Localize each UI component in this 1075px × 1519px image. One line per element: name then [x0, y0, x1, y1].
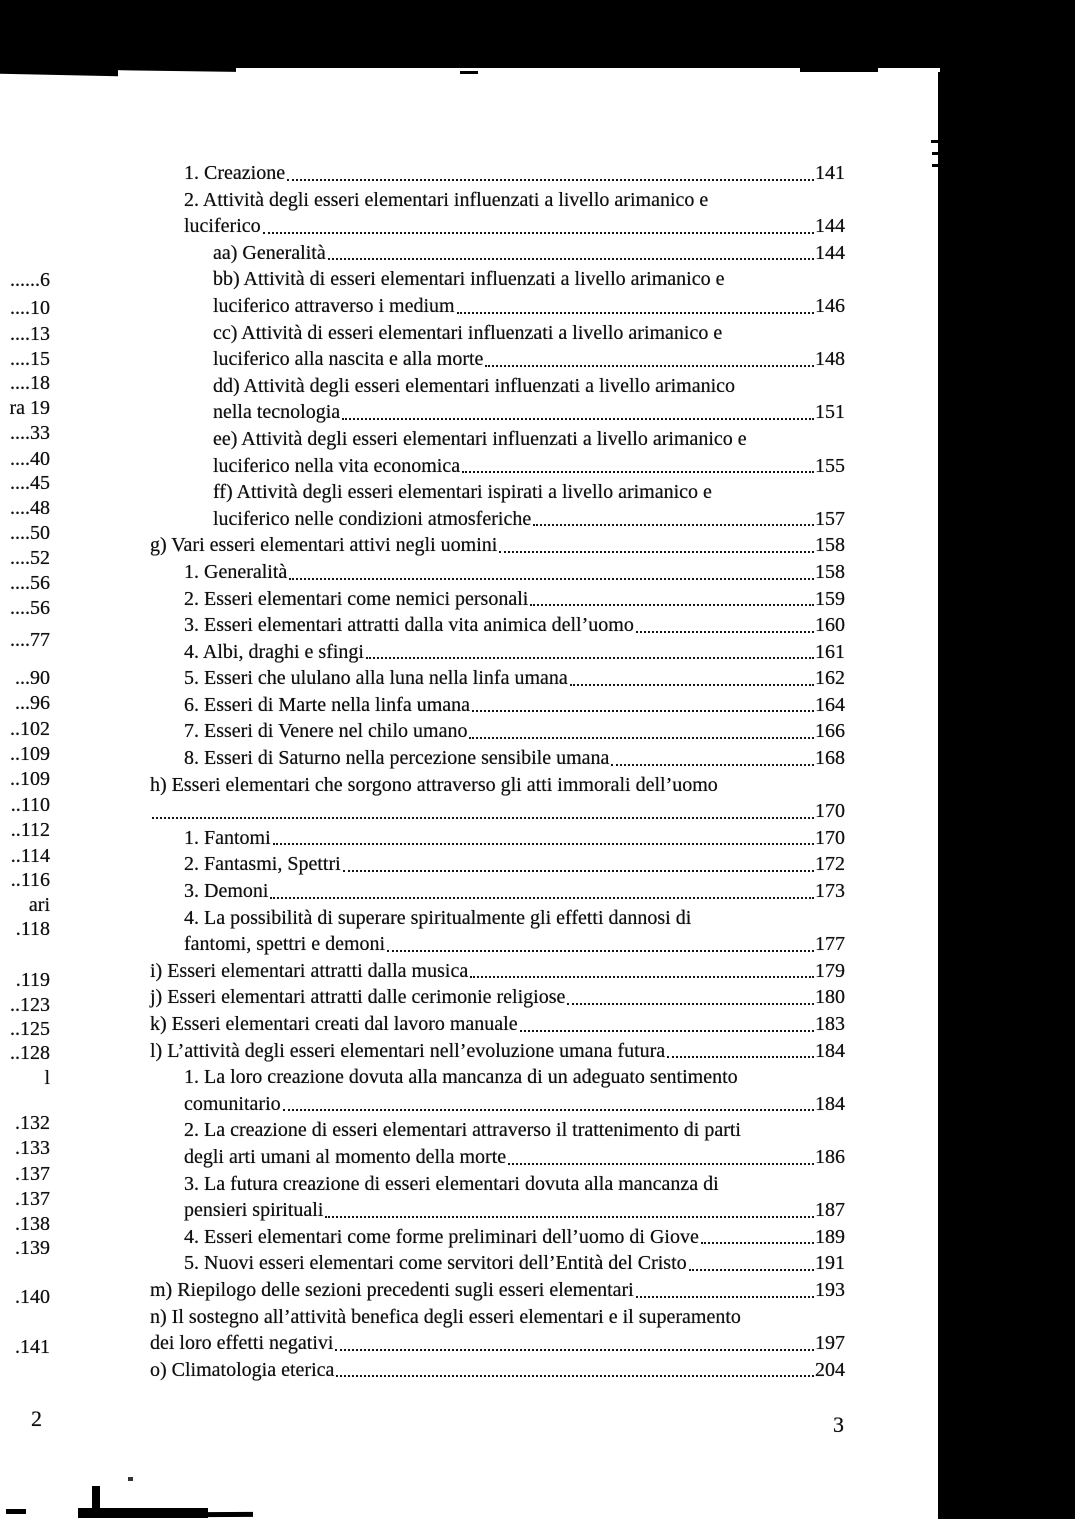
left-page-toc-fragment: ..109 — [10, 768, 50, 790]
toc-entry-text: luciferico nelle condizioni atmosferiche — [213, 507, 532, 530]
left-page-toc-fragment: ......6 — [10, 269, 50, 291]
toc-line — [0, 160, 845, 187]
toc-line — [0, 878, 845, 905]
toc-entry-text: k) Esseri elementari creati dal lavoro manuale — [150, 1013, 518, 1035]
dot-leader — [289, 578, 814, 580]
left-page-toc-fragment: ..116 — [10, 869, 50, 891]
dot-leader — [636, 631, 814, 633]
toc-line — [0, 1277, 845, 1304]
dot-leader — [472, 710, 814, 712]
toc-entry-text: pensieri spirituali — [184, 1199, 324, 1222]
toc-entry-text: 2. Attività degli esseri elementari influenzati a livello arimanico e — [184, 188, 709, 211]
left-page-toc-fragment: ..123 — [10, 994, 50, 1016]
toc-line — [0, 506, 845, 533]
toc-entry-text: 4. Albi, draghi e sfingi — [184, 640, 364, 663]
left-page-toc-fragment: .140 — [15, 1286, 50, 1308]
toc-entry-text: degli arti umani al momento della morte — [184, 1145, 507, 1168]
toc-page-number: 189 — [815, 1225, 845, 1248]
toc-page-number: 191 — [815, 1252, 845, 1275]
toc-line — [0, 1304, 845, 1331]
toc-page-number: 146 — [815, 294, 845, 317]
left-page-toc-fragment: ...96 — [15, 692, 50, 714]
toc-page-number: 158 — [815, 560, 845, 583]
toc-line — [0, 373, 845, 400]
dot-leader — [520, 1030, 814, 1032]
table-of-contents — [0, 160, 845, 1383]
toc-page-number: 162 — [815, 667, 845, 690]
dot-leader — [701, 1242, 814, 1244]
toc-line — [0, 798, 845, 825]
toc-line — [0, 1197, 845, 1224]
toc-page-number: 157 — [815, 507, 845, 530]
scan-ink-artifact — [128, 1477, 133, 1481]
toc-entry-text: fantomi, spettri e demoni — [184, 933, 386, 956]
left-page-toc-fragment: ....48 — [10, 497, 50, 519]
toc-entry-text: 3. Esseri elementari attratti dalla vita animica dell’uomo — [184, 614, 634, 637]
toc-page-number: 180 — [815, 986, 845, 1009]
toc-page-number: 204 — [815, 1358, 845, 1381]
dot-leader — [530, 604, 814, 606]
toc-line — [0, 639, 845, 666]
toc-line — [0, 1117, 845, 1144]
toc-page-number: 193 — [815, 1278, 845, 1301]
dot-leader — [636, 1296, 814, 1298]
toc-entry-text: luciferico alla nascita e alla morte — [213, 348, 484, 371]
toc-entry-text: luciferico nella vita economica — [213, 454, 461, 477]
left-page-toc-fragment: ra 19 — [9, 397, 50, 419]
toc-entry-text: comunitario — [184, 1092, 281, 1115]
toc-page-number: 151 — [815, 401, 845, 424]
toc-entry-text: 1. Generalità — [184, 560, 288, 583]
left-page-toc-fragment: ....77 — [10, 629, 50, 651]
dot-leader — [273, 843, 814, 845]
toc-line — [0, 692, 845, 719]
toc-entry-text: j) Esseri elementari attratti dalle cerimonie religiose — [150, 986, 566, 1009]
toc-page-number: 168 — [815, 747, 845, 770]
left-page-toc-fragment: .119 — [15, 969, 50, 991]
toc-entry-text: 1. La loro creazione dovuta alla mancanza di un adeguato sentimento — [184, 1066, 738, 1089]
toc-line — [0, 984, 845, 1011]
toc-entry-text: 5. Esseri che ululano alla luna nella linfa umana — [184, 667, 568, 690]
toc-line — [0, 320, 845, 347]
toc-entry-text: o) Climatologia eterica — [150, 1358, 335, 1381]
dot-leader — [470, 976, 814, 978]
toc-entry-text: g) Vari esseri elementari attivi negli uomini — [150, 534, 498, 557]
left-page-toc-fragment: ari — [28, 894, 50, 916]
toc-page-number: 159 — [815, 587, 845, 610]
toc-page-number: 183 — [815, 1013, 845, 1035]
left-page-toc-fragment: .137 — [15, 1163, 50, 1185]
toc-entry-text: bb) Attività di esseri elementari influenzati a livello arimanico e — [213, 268, 725, 291]
toc-line — [0, 426, 845, 453]
toc-entry-text: n) Il sostegno all’attività benefica degli esseri elementari e il superamento — [150, 1305, 741, 1328]
left-page-toc-fragment: ....10 — [10, 297, 50, 319]
left-page-toc-fragment: .133 — [15, 1137, 50, 1159]
toc-page-number: 170 — [815, 800, 845, 823]
toc-entry-text: 8. Esseri di Saturno nella percezione sensibile umana — [184, 747, 610, 770]
toc-page-number: 186 — [815, 1145, 845, 1168]
toc-line — [0, 1171, 845, 1198]
toc-line — [0, 266, 845, 293]
scan-ink-artifact — [78, 1508, 208, 1518]
toc-entry-text: ff) Attività degli esseri elementari ispirati a livello arimanico e — [213, 481, 712, 504]
toc-entry-text: 7. Esseri di Venere nel chilo umano — [184, 720, 468, 743]
left-page-toc-fragment: ....13 — [10, 323, 50, 345]
dot-leader — [567, 1003, 814, 1005]
toc-page-number: 148 — [815, 348, 845, 371]
scan-ink-artifact — [205, 1512, 253, 1517]
toc-entry-text: 1. Fantomi — [184, 826, 271, 849]
dot-leader — [283, 1109, 814, 1111]
toc-line — [0, 905, 845, 932]
dot-leader — [366, 657, 814, 659]
toc-entry-text: 4. Esseri elementari come forme preliminari dell’uomo di Giove — [184, 1225, 699, 1248]
toc-page-number: 164 — [815, 693, 845, 716]
dot-leader — [457, 312, 814, 314]
dot-leader — [667, 1056, 814, 1058]
scan-edge-smear — [800, 68, 878, 72]
toc-entry-text: 1. Creazione — [184, 162, 286, 184]
scan-edge-speck — [932, 164, 939, 167]
dot-leader — [328, 258, 814, 260]
dot-leader — [152, 817, 814, 819]
toc-page-number: 184 — [815, 1039, 845, 1062]
toc-line — [0, 612, 845, 639]
dot-leader — [270, 897, 814, 899]
toc-line — [0, 851, 845, 878]
toc-page-number: 197 — [815, 1332, 845, 1355]
left-page-toc-fragment: .132 — [15, 1112, 50, 1134]
dot-leader — [336, 1375, 814, 1377]
dot-leader — [343, 870, 814, 872]
left-page-toc-fragment: .141 — [15, 1336, 50, 1358]
toc-page-number: 172 — [815, 853, 845, 876]
toc-line — [0, 346, 845, 373]
toc-page-number: 144 — [815, 241, 845, 264]
toc-line — [0, 559, 845, 586]
toc-entry-text: aa) Generalità — [213, 241, 326, 264]
left-page-toc-fragment: ....56 — [10, 572, 50, 594]
left-page-toc-fragment: ..110 — [10, 794, 50, 816]
toc-page-number: 155 — [815, 454, 845, 477]
toc-line — [0, 453, 845, 480]
toc-page-number: 160 — [815, 614, 845, 637]
left-page-toc-fragment: ....40 — [10, 448, 50, 470]
left-page-toc-fragment: ....45 — [10, 472, 50, 494]
dot-leader — [287, 179, 814, 181]
toc-line — [0, 825, 845, 852]
toc-entry-text: 3. Demoni — [184, 880, 269, 903]
toc-page-number: 177 — [815, 933, 845, 956]
toc-entry-text: i) Esseri elementari attratti dalla musica — [150, 959, 469, 982]
left-page-toc-fragment: ....18 — [10, 372, 50, 394]
left-page-toc-fragment: .137 — [15, 1188, 50, 1210]
left-page-toc-fragment: ..112 — [10, 819, 50, 841]
dot-leader — [611, 764, 814, 766]
dot-leader — [263, 232, 814, 234]
toc-line — [0, 293, 845, 320]
toc-entry-text: nella tecnologia — [213, 401, 341, 424]
scan-ink-artifact — [6, 1509, 26, 1514]
dot-leader — [335, 1349, 814, 1351]
dot-leader — [689, 1269, 814, 1271]
scan-edge-speck — [460, 71, 478, 74]
left-page-toc-fragment: .139 — [15, 1237, 50, 1259]
toc-page-number: 166 — [815, 720, 845, 743]
toc-page-number: 179 — [815, 959, 845, 982]
toc-line — [0, 1144, 845, 1171]
toc-line — [0, 745, 845, 772]
left-page-toc-fragment: ..114 — [10, 845, 50, 867]
toc-line — [0, 213, 845, 240]
left-page-toc-fragment: ....56 — [10, 597, 50, 619]
scan-edge-speck — [932, 152, 939, 155]
left-page-toc-fragment: ..109 — [10, 743, 50, 765]
scan-edge-speck — [931, 140, 938, 143]
toc-line — [0, 1011, 845, 1038]
toc-line — [0, 1357, 845, 1384]
dot-leader — [499, 551, 814, 553]
toc-line — [0, 187, 845, 214]
left-page-toc-fragment: ....33 — [10, 422, 50, 444]
toc-entry-text: l) L’attività degli esseri elementari nell’evoluzione umana futura — [150, 1039, 666, 1062]
dot-leader — [462, 471, 814, 473]
left-page-toc-fragment: ....15 — [10, 348, 50, 370]
scan-black-band-top — [0, 0, 1075, 68]
left-page-toc-fragment: l — [44, 1067, 50, 1089]
toc-line — [0, 1330, 845, 1357]
toc-entry-text: ee) Attività degli esseri elementari influenzati a livello arimanico e — [213, 427, 747, 450]
left-page-toc-fragment: ...90 — [15, 667, 50, 689]
toc-line — [0, 1038, 845, 1065]
toc-line — [0, 1064, 845, 1091]
page-edge-line — [938, 72, 940, 1519]
toc-line — [0, 931, 845, 958]
toc-line — [0, 718, 845, 745]
toc-entry-text: 2. Esseri elementari come nemici personali — [184, 587, 529, 610]
toc-page-number: 144 — [815, 215, 845, 238]
toc-line — [0, 586, 845, 613]
toc-line — [0, 532, 845, 559]
page-number-left: 2 — [31, 1406, 42, 1431]
left-page-toc-fragment: ....52 — [10, 547, 50, 569]
toc-line — [0, 1224, 845, 1251]
toc-line — [0, 479, 845, 506]
toc-entry-text: 2. La creazione di esseri elementari attraverso il trattenimento di parti — [184, 1119, 741, 1142]
toc-entry-text: m) Riepilogo delle sezioni precedenti sugli esseri elementari — [150, 1278, 634, 1301]
scan-edge-smear — [116, 66, 236, 72]
toc-page-number: 187 — [815, 1199, 845, 1222]
dot-leader — [533, 524, 814, 526]
dot-leader — [570, 684, 814, 686]
toc-entry-text: luciferico attraverso i medium — [213, 294, 455, 317]
toc-entry-text: 3. La futura creazione di esseri elementari dovuta alla mancanza di — [184, 1172, 719, 1195]
toc-entry-text: 2. Fantasmi, Spettri — [184, 853, 341, 876]
toc-line — [0, 1091, 845, 1118]
toc-page-number: 173 — [815, 880, 845, 903]
left-page-toc-fragment: ....50 — [10, 522, 50, 544]
toc-entry-text: 6. Esseri di Marte nella linfa umana — [184, 693, 471, 716]
left-page-toc-fragment: .138 — [15, 1213, 50, 1235]
toc-page-number: 161 — [815, 640, 845, 663]
toc-page-number: 158 — [815, 534, 845, 557]
toc-entry-text: h) Esseri elementari che sorgono attraverso gli atti immorali dell’uomo — [150, 773, 718, 796]
dot-leader — [387, 950, 814, 952]
toc-page-number: 184 — [815, 1092, 845, 1115]
toc-line — [0, 772, 845, 799]
toc-entry-text: dei loro effetti negativi — [150, 1332, 334, 1355]
toc-entry-text: 5. Nuovi esseri elementari come servitori dell’Entità del Cristo — [184, 1252, 687, 1275]
page-number-right: 3 — [833, 1412, 844, 1437]
toc-line — [0, 665, 845, 692]
toc-line — [0, 399, 845, 426]
left-page-toc-fragment: ..102 — [10, 718, 50, 740]
dot-leader — [469, 737, 814, 739]
toc-entry-text: 4. La possibilità di superare spiritualmente gli effetti dannosi di — [184, 906, 692, 929]
left-page-toc-fragment: .118 — [15, 918, 50, 940]
left-page-toc-fragment: ..128 — [10, 1042, 50, 1064]
toc-line — [0, 240, 845, 267]
toc-line — [0, 958, 845, 985]
dot-leader — [342, 418, 814, 420]
toc-line — [0, 1250, 845, 1277]
scan-black-band-right — [940, 0, 1075, 1519]
toc-page-number: 141 — [815, 162, 845, 184]
left-page-toc-fragment: ..125 — [10, 1018, 50, 1040]
toc-page-number: 170 — [815, 826, 845, 849]
dot-leader — [325, 1216, 814, 1218]
toc-entry-text: cc) Attività di esseri elementari influenzati a livello arimanico e — [213, 321, 723, 344]
toc-entry-text: dd) Attività degli esseri elementari influenzati a livello arimanico — [213, 374, 736, 397]
dot-leader — [508, 1163, 814, 1165]
dot-leader — [485, 365, 814, 367]
toc-entry-text: luciferico — [184, 215, 261, 238]
